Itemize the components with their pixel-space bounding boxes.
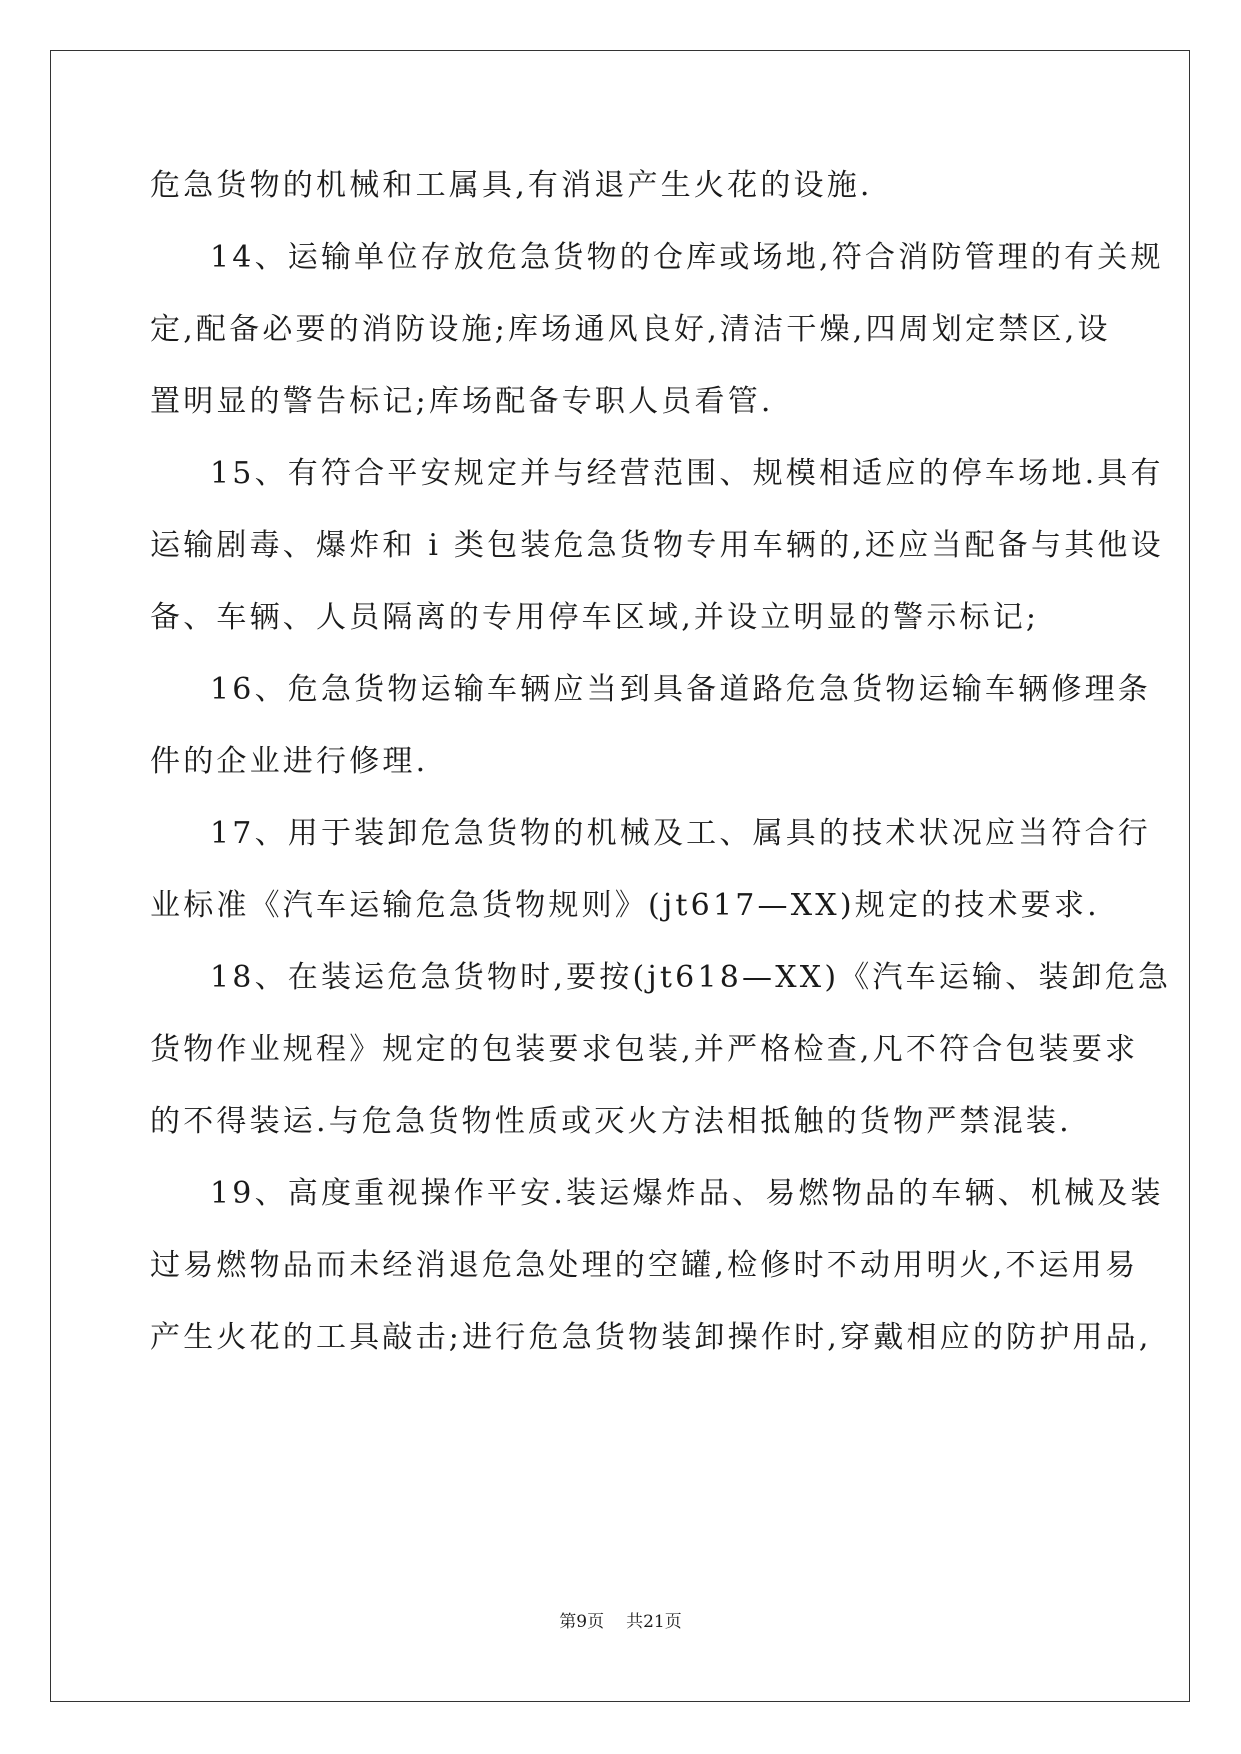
page-total: 共21页 (626, 1612, 682, 1632)
text-line: 16、危急货物运输车辆应当到具备道路危急货物运输车辆修理条 (210, 672, 1151, 707)
text-line: 危急货物的机械和工属具,有消退产生火花的设施. (150, 168, 873, 203)
page-footer (0, 1607, 1241, 1632)
page-border (50, 50, 1190, 1702)
text-line: 18、在装运危急货物时,要按(jt618—XX)《汽车运输、装卸危急 (210, 960, 1172, 995)
page-number: 第9页 (559, 1612, 605, 1632)
text-line: 运输剧毒、爆炸和 i 类包装危急货物专用车辆的,还应当配备与其他设 (150, 528, 1164, 563)
text-line: 过易燃物品而未经消退危急处理的空罐,检修时不动用明火,不运用易 (150, 1248, 1139, 1283)
text-line: 货物作业规程》规定的包装要求包装,并严格检查,凡不符合包装要求 (150, 1032, 1139, 1067)
text-line: 的不得装运.与危急货物性质或灭火方法相抵触的货物严禁混装. (150, 1104, 1072, 1139)
text-line: 置明显的警告标记;库场配备专职人员看管. (150, 384, 774, 419)
text-line: 14、运输单位存放危急货物的仓库或场地,符合消防管理的有关规 (210, 240, 1164, 275)
text-line: 备、车辆、人员隔离的专用停车区域,并设立明显的警示标记; (150, 600, 1040, 635)
text-line: 15、有符合平安规定并与经营范围、规模相适应的停车场地.具有 (210, 456, 1164, 491)
text-line: 业标准《汽车运输危急货物规则》(jt617—XX)规定的技术要求. (150, 888, 1100, 923)
text-line: 19、高度重视操作平安.装运爆炸品、易燃物品的车辆、机械及装 (210, 1176, 1164, 1211)
text-line: 定,配备必要的消防设施;库场通风良好,清洁干燥,四周划定禁区,设 (150, 312, 1111, 347)
text-line: 件的企业进行修理. (150, 744, 429, 779)
text-line: 17、用于装卸危急货物的机械及工、属具的技术状况应当符合行 (210, 816, 1151, 851)
text-line: 产生火花的工具敲击;进行危急货物装卸操作时,穿戴相应的防护用品, (150, 1320, 1152, 1355)
